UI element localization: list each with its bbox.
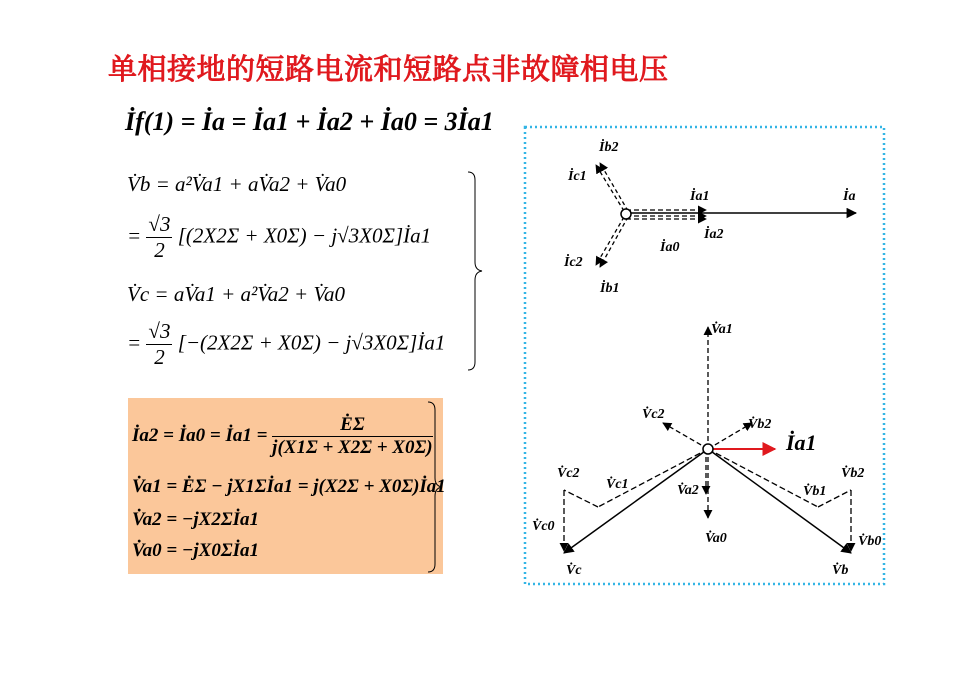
box-line-1-den: j(X1Σ + X2Σ + X0Σ) (272, 437, 433, 458)
ib1-arrow (600, 217, 628, 267)
vc2-arrow (663, 423, 708, 449)
page-title: 单相接地的短路电流和短路点非故障相电压 (108, 52, 669, 86)
vb-label: V̇b (832, 563, 849, 578)
vc-frac-num: √3 (148, 319, 171, 343)
current-origin-node (621, 209, 631, 219)
fault-current-equation: İf(1) = İa = İa1 + İa2 + İa0 = 3İa1 (125, 107, 494, 136)
ic1-label: İc1 (568, 169, 587, 184)
vb-frac-num: √3 (148, 212, 171, 236)
vb0-label: V̇b0 (858, 534, 882, 549)
ia0-label: İa0 (660, 240, 680, 255)
va1-label: V̇a1 (711, 322, 733, 337)
vc2-low-label: V̇c2 (557, 466, 580, 481)
vb-expression: = $\frac{√3}{2}$ [(2X2Σ + X0Σ) − j√3X0Σ]İa1 (127, 212, 432, 262)
vb2-low-label: V̇b2 (841, 466, 865, 481)
vc2-shifted-line (564, 490, 598, 507)
vb2-arrow (708, 423, 752, 449)
va2-label: V̇a2 (677, 483, 699, 498)
ic2-arrow (596, 217, 624, 265)
vc2-label: V̇c2 (642, 407, 665, 422)
vc0-label: V̇c0 (532, 519, 555, 534)
ia-label: İa (843, 189, 856, 204)
box-line-1-num: ĖΣ (272, 414, 432, 437)
ic1-arrow (596, 165, 624, 211)
vb2-label: V̇b2 (748, 417, 772, 432)
box-line-1-left: İa2 = İa0 = İa1 = (132, 424, 268, 446)
box-line-4: V̇a0 = −jX0Σİa1 (132, 540, 260, 561)
voltage-origin-node (703, 444, 713, 454)
ib2-label: İb2 (599, 140, 619, 155)
vc-bracket-expr: [−(2X2Σ + X0Σ) − j√3X0Σ]İa1 (177, 330, 446, 355)
box-line-2: V̇a1 = ĖΣ − jX1Σİa1 = j(X2Σ + X0Σ)İa1 (132, 476, 446, 497)
ia1-label: İa1 (690, 189, 710, 204)
ib2-arrow (600, 163, 628, 211)
vc-equation: V̇c = aV̇a1 + a²V̇a2 + V̇a0 (127, 282, 345, 306)
vc1-label: V̇c1 (606, 477, 629, 492)
ic2-label: İc2 (564, 255, 583, 270)
ia2-label: İa2 (704, 227, 724, 242)
ia1-red-label: İa1 (786, 430, 817, 455)
vc-expression: = $\frac{√3}{2}$ [−(2X2Σ + X0Σ) − j√3X0Σ]İa1 (127, 319, 446, 369)
va0-label: V̇a0 (705, 531, 727, 546)
vb1-line (708, 449, 818, 507)
vc-frac-den: 2 (154, 345, 165, 369)
vb-bracket-expr: [(2X2Σ + X0Σ) − j√3X0Σ]İa1 (177, 223, 432, 248)
vb-frac-den: 2 (154, 238, 165, 262)
vb-equation: V̇b = a²V̇a1 + aV̇a2 + V̇a0 (127, 172, 347, 196)
box-line-3: V̇a2 = −jX2Σİa1 (132, 509, 260, 530)
ib1-label: İb1 (600, 281, 620, 296)
vb1-label: V̇b1 (803, 484, 827, 499)
vc-label: V̇c (566, 563, 582, 578)
